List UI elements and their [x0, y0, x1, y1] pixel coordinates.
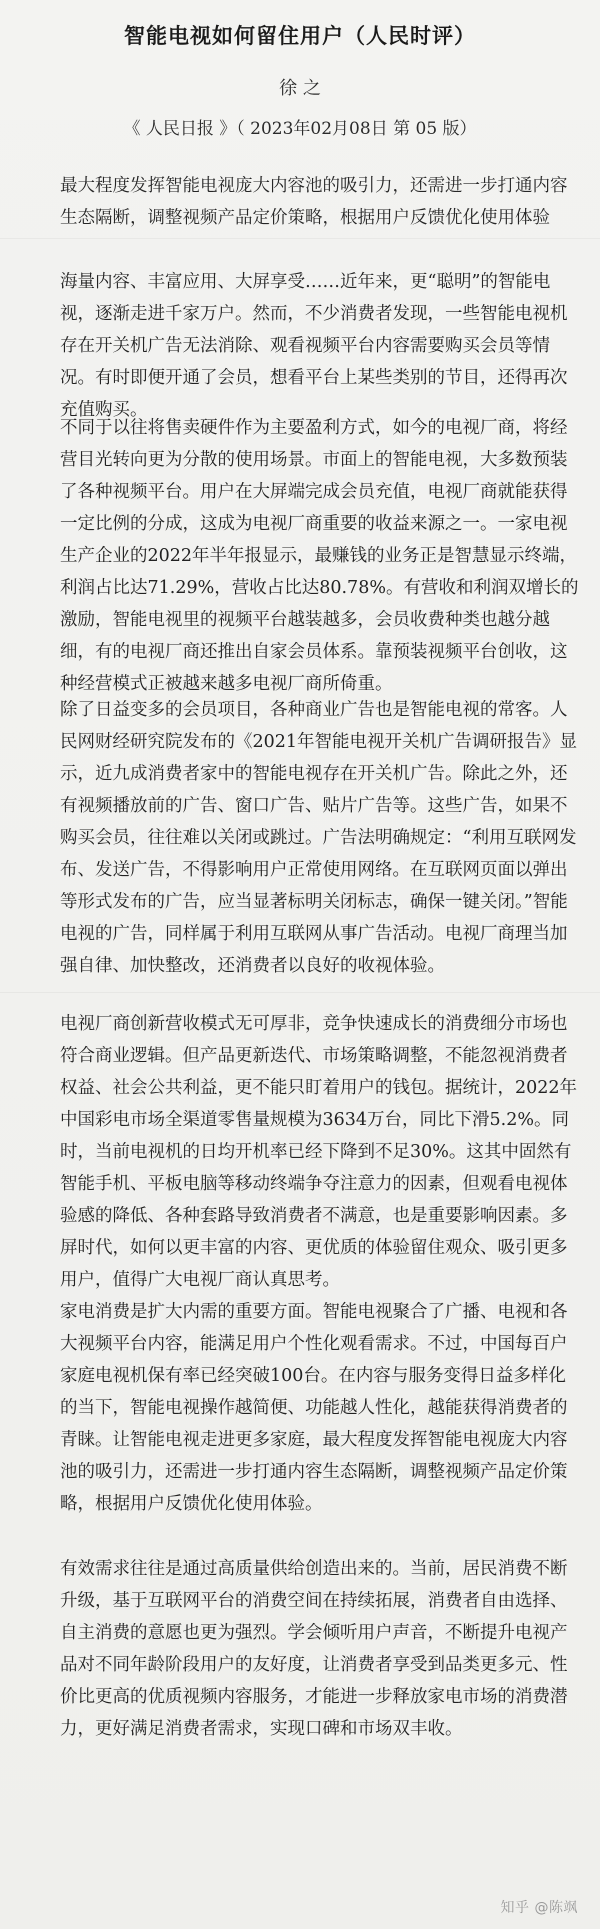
- paragraph-block-6: [60, 1553, 580, 1745]
- paragraph-block-2: [60, 412, 580, 700]
- paragraph-1: 海量内容、丰富应用、大屏享受……近年来，更“聪明”的智能电视，逐渐走进千家万户。然而，不少消费者发现，一些智能电视机存在开关机广告无法消除、观看视频平台内容需要购买会员等情况。有时即便开通了会员，想看平台上某些类别的节目，还得再次充值购买。: [60, 272, 568, 420]
- article-source: 《 人民日报 》（ 2023年02月08日 第 05 版）: [123, 119, 477, 139]
- paragraph-5: 家电消费是扩大内需的重要方面。智能电视聚合了广播、电视和各大视频平台内容，能满足用户个性化观看需求。不过，中国每百户家庭电视机保有率已经突破100台。在内容与服务变得日益多样化的当下，智能电视操作越简便、功能越人性化，越能获得消费者的青睐。让智能电视走进更多家庭，最大程度发挥智能电视庞大内容池的吸引力，还需进一步打通内容生态隔断，调整视频产品定价策略，根据用户反馈优化使用体验。: [60, 1302, 568, 1514]
- paragraph-block-1: [60, 266, 580, 426]
- paragraph-4: 电视厂商创新营收模式无可厚非，竞争快速成长的消费细分市场也符合商业逻辑。但产品更新迭代、市场策略调整，不能忽视消费者权益、社会公共利益，更不能只盯着用户的钱包。据统计，2022年中国彩电市场全渠道零售量规模为3634万台，同比下滑5.2%。同时，当前电视机的日均开机率已经下降到不足30%。这其中固然有智能手机、平板电脑等移动终端争夺注意力的因素，但观看电视体验感的降低、各种套路导致消费者不满意，也是重要影响因素。多屏时代，如何以更丰富的内容、更优质的体验留住观众、吸引更多用户，值得广大电视厂商认真思考。: [60, 1014, 578, 1290]
- paragraph-block-5: [60, 1296, 580, 1520]
- paragraph-6: 有效需求往往是通过高质量供给创造出来的。当前，居民消费不断升级，基于互联网平台的消费空间在持续拓展，消费者自由选择、自主消费的意愿也更为强烈。学会倾听用户声音，不断提升电视产品对不同年龄阶段用户的友好度，让消费者享受到品类更多元、性价比更高的优质视频内容服务，才能进一步释放家电市场的消费潜力，更好满足消费者需求，实现口碑和市场双丰收。: [60, 1559, 568, 1739]
- scan-divider: [0, 238, 600, 239]
- article-title: 智能电视如何留住用户（人民时评）: [124, 24, 476, 48]
- article-lead: 最大程度发挥智能电视庞大内容池的吸引力，还需进一步打通内容生态隔断，调整视频产品定价策略，根据用户反馈优化使用体验: [60, 176, 568, 228]
- paragraph-3: 除了日益变多的会员项目，各种商业广告也是智能电视的常客。人民网财经研究院发布的《2021年智能电视开关机广告调研报告》显示，近九成消费者家中的智能电视存在开关机广告。除此之外，还有视频播放前的广告、窗口广告、贴片广告等。这些广告，如果不购买会员，往往难以关闭或跳过。广告法明确规定：“利用互联网发布、发送广告，不得影响用户正常使用网络。在互联网页面以弹出等形式发布的广告，应当显著标明关闭标志，确保一键关闭。”智能电视的广告，同样属于利用互联网从事广告活动。电视厂商理当加强自律、加快整改，还消费者以良好的收视体验。: [60, 700, 578, 976]
- paragraph-2: 不同于以往将售卖硬件作为主要盈利方式，如今的电视厂商，将经营目光转向更为分散的使用场景。市面上的智能电视，大多数预装了各种视频平台。用户在大屏端完成会员充值，电视厂商就能获得一定比例的分成，这成为电视厂商重要的收益来源之一。一家电视生产企业的2022年半年报显示，最赚钱的业务正是智慧显示终端，利润占比达71.29%，营收占比达80.78%。有营收和利润双增长的激励，智能电视里的视频平台越装越多，会员收费种类也越分越细，有的电视厂商还推出自家会员体系。靠预装视频平台创收，这种经营模式正被越来越多电视厂商所倚重。: [60, 418, 579, 694]
- paragraph-block-3: [60, 694, 580, 982]
- article-author: 徐 之: [279, 78, 321, 99]
- scan-divider: [0, 992, 600, 993]
- paragraph-block-4: [60, 1008, 580, 1296]
- zhihu-watermark: 知乎 @陈飒: [500, 1900, 578, 1916]
